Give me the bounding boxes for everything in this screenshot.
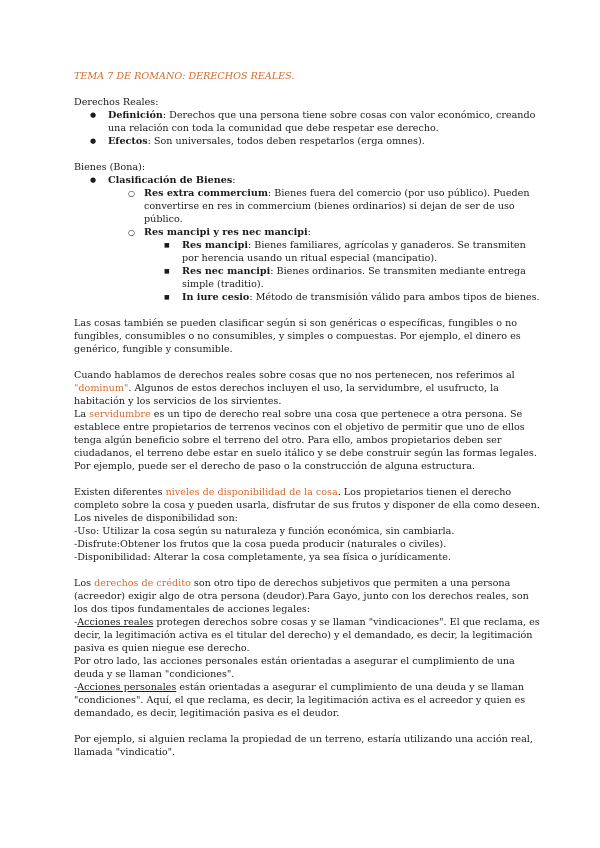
dominum-highlight: "dominum" [74,383,129,394]
paragraph-servidumbre: La servidumbre es un tipo de derecho real sobre una cosa que pertenece a otra persona. Se establece entre propietarios de terrenos vecinos con el objetivo de permitir que uno de ellos tenga algún beneficio sobre el terreno del otro. Para ello, ambos propietarios deben ser ciudadanos, el terreno debe estar en suelo itálico y se debe construir según las formas legales. Por ejemplo, puede ser el derecho de paso o la construcción de alguna estructura. [74,409,537,472]
list-item: ■ Res mancipi: Bienes familiares, agrícolas y ganaderos. Se transmiten por herencia usando un ritual especial (mancipatio). [74,239,542,265]
paragraph-acciones-reales: -Acciones reales protegen derechos sobre cosas y se llaman "vindicaciones". El que reclama, es decir, la legitimación activa es el titular del derecho) y el demandado, es decir, la legitimación pasiva es quien niegue ese derecho. [74,617,540,654]
list-item: ■ In iure cesio: Método de transmisión válido para ambos tipos de bienes. [74,291,542,304]
list-item: ● Definición: Derechos que una persona tiene sobre cosas con valor económico, creando una relación con toda la comunidad que debe respetar ese derecho. [74,109,542,135]
nivel-uso: -Uso: Utilizar la cosa según su naturaleza y función económica, sin cambiarla. [74,526,455,537]
nivel-disponibilidad: -Disponibilidad: Alterar la cosa completamente, ya sea física o jurídicamente. [74,552,451,563]
paragraph-niveles: Existen diferentes niveles de disponibilidad de la cosa. Los propietarios tienen el derecho completo sobre la cosa y pueden usarla, disfrutar de sus frutos y disponer de ella como deseen. Los niveles de disponibilidad son: [74,487,540,524]
derechos-reales-heading: Derechos Reales: [74,97,159,108]
paragraph-otro-lado: Por otro lado, las acciones personales están orientadas a asegurar el cumplimiento de una deuda y se llaman "condiciones". [74,656,515,680]
servidumbre-highlight: servidumbre [89,409,151,420]
acciones-reales-term: Acciones reales [77,617,154,628]
mancipi-list [74,239,542,304]
list-item: ○ Res extra commercium: Bienes fuera del comercio (por uso público). Pueden convertirse en res in commercium (bienes ordinarios) si dejan de ser de uso público. [74,187,542,226]
nivel-disfrute: -Disfrute:Obtener los frutos que la cosa pueda producir (naturales o civiles). [74,539,447,550]
creditos-highlight: derechos de crédito [94,578,191,589]
clasificacion-list [74,187,542,239]
acciones-personales-term: Acciones personales [77,682,177,693]
paragraph-cosas: Las cosas también se pueden clasificar según si son genéricas o específicas, fungibles o no fungibles, consumibles o no consumibles, y simples o compuestas. Por ejemplo, el dinero es genérico, fungible y consumible. [74,318,521,355]
paragraph-acciones-personales: -Acciones personales están orientadas a asegurar el cumplimiento de una deuda y se llaman "condiciones". Aquí, el que reclama, es decir, la legitimación activa es el acreedor y quien es demandado, es decir, legitimación pasiva es el deudor. [74,682,526,719]
bienes-heading: Bienes (Bona): [74,162,146,173]
list-item: ● Clasificación de Bienes: [74,174,542,187]
paragraph-ejemplo: Por ejemplo, si alguien reclama la propiedad de un terreno, estaría utilizando una acción real, llamada "vindicatio". [74,734,533,758]
document-title: TEMA 7 DE ROMANO: DERECHOS REALES. [74,71,295,82]
list-item: ■ Res nec mancipi: Bienes ordinarios. Se transmiten mediante entrega simple (traditio). [74,265,542,291]
bienes-list [74,174,542,187]
derechos-reales-list [74,109,542,148]
paragraph-dominum: Cuando hablamos de derechos reales sobre cosas que no nos pertenecen, nos referimos al "dominum". Algunos de estos derechos incluyen el uso, la servidumbre, el usufructo, la habitación y los servicios de los sirvientes. [74,370,515,407]
list-item: ○ Res mancipi y res nec mancipi: [74,226,542,239]
niveles-highlight: niveles de disponibilidad de la cosa [165,487,338,498]
paragraph-creditos: Los derechos de crédito son otro tipo de derechos subjetivos que permiten a una persona (acreedor) exigir algo de otra persona (deudor).Para Gayo, junto con los derechos reales, son los dos tipos fundamentales de acciones legales: [74,578,529,615]
list-item: ● Efectos: Son universales, todos deben respetarlos (erga omnes). [74,135,542,148]
